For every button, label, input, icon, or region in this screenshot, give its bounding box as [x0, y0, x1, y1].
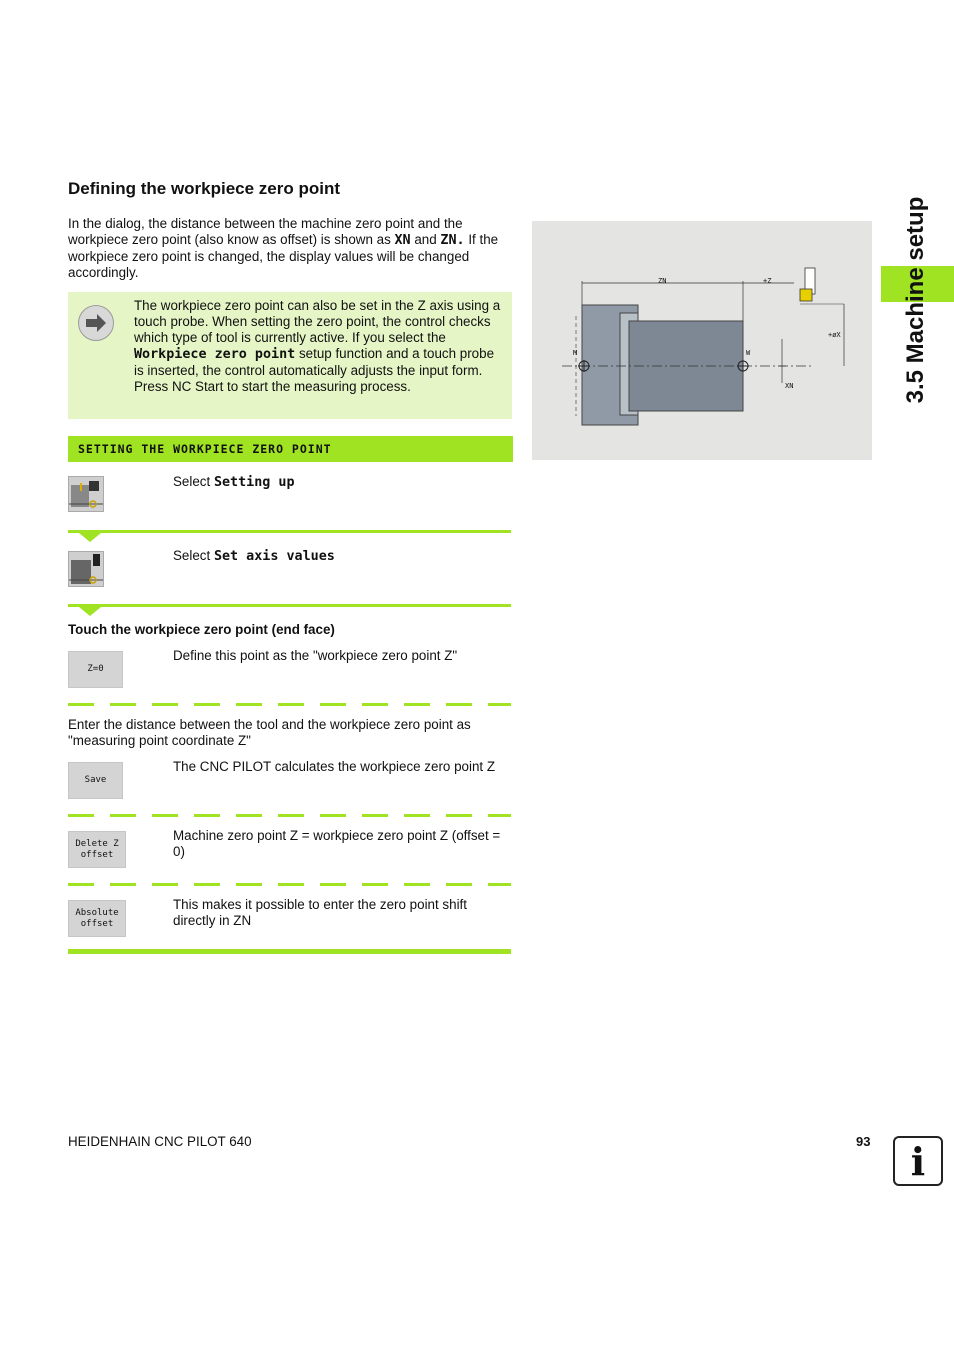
menu-setting-up: Setting up [213, 475, 295, 490]
info-icon: i [893, 1136, 943, 1186]
menu-set-axis-values: Set axis values [213, 549, 335, 564]
subheading: Touch the workpiece zero point (end face) [68, 622, 335, 637]
arrow-right-icon [78, 305, 114, 341]
step-divider [68, 604, 511, 607]
intro-text: and [410, 232, 441, 247]
procedure-title: SETTING THE WORKPIECE ZERO POINT [78, 442, 332, 456]
footer-product: HEIDENHAIN CNC PILOT 640 [68, 1134, 252, 1149]
intro-text: If the workpiece zero point is changed, the display values will be changed accordingly. [68, 232, 499, 280]
label-plus-z: +Z [763, 277, 772, 285]
code-workpiece-zero-point: Workpiece zero point [134, 347, 296, 362]
section-title: Defining the workpiece zero point [68, 179, 341, 198]
side-tab-title: 3.5 Machine setup [902, 196, 929, 404]
step-setting-up [173, 474, 508, 491]
softkey-description: Define this point as the "workpiece zero point Z" [173, 648, 458, 663]
code-xn: XN [394, 233, 411, 248]
save-softkey[interactable]: Save [68, 762, 123, 799]
absolute-offset-softkey[interactable]: Absolute offset [68, 900, 126, 937]
softkey-description: The CNC PILOT calculates the workpiece zero point Z [173, 759, 496, 774]
step-prefix: Select [173, 548, 214, 563]
dashed-divider [68, 883, 511, 886]
label-w: W [746, 349, 751, 357]
dashed-divider [68, 814, 511, 817]
delete-z-offset-softkey[interactable]: Delete Z offset [68, 831, 126, 868]
softkey-description: This makes it possible to enter the zero point shift directly in ZN [173, 897, 467, 928]
label-m: M [573, 349, 578, 357]
code-zn: ZN. [440, 233, 465, 248]
procedure-header [68, 436, 513, 462]
instruction-text: Enter the distance between the tool and the workpiece zero point as "measuring point coordinate Z" [68, 717, 471, 748]
page-number: 93 [856, 1134, 871, 1149]
label-xn: XN [785, 382, 794, 390]
note-text-part: setup function and a touch probe is inserted, the control automatically adjusts the input form. Press NC Start to start the measuring process. [134, 346, 495, 394]
intro-paragraph [68, 216, 513, 281]
step-prefix: Select [173, 474, 214, 489]
dashed-divider [68, 703, 511, 706]
label-plus-dx: +øX [828, 331, 841, 339]
step-set-axis-values [173, 548, 508, 565]
note-text-part: The workpiece zero point can also be set in the Z axis using a touch probe. When setting the zero point, the control checks which type of tool is currently active. If you select the [134, 298, 501, 345]
step-arrow [79, 533, 101, 542]
softkey-description: Machine zero point Z = workpiece zero point Z (offset = 0) [173, 828, 501, 859]
section-end-line [68, 949, 511, 954]
setting-up-icon [68, 476, 104, 512]
note-text [134, 298, 506, 395]
step-divider [68, 530, 511, 533]
z-zero-softkey[interactable]: Z=0 [68, 651, 123, 688]
intro-text: In the dialog, the distance between the machine zero point and the workpiece zero point (also know as offset) is shown as [68, 216, 463, 247]
set-axis-values-icon [68, 551, 104, 587]
zero-point-figure [532, 221, 872, 460]
label-zn: ZN [658, 277, 667, 285]
step-arrow [79, 607, 101, 616]
